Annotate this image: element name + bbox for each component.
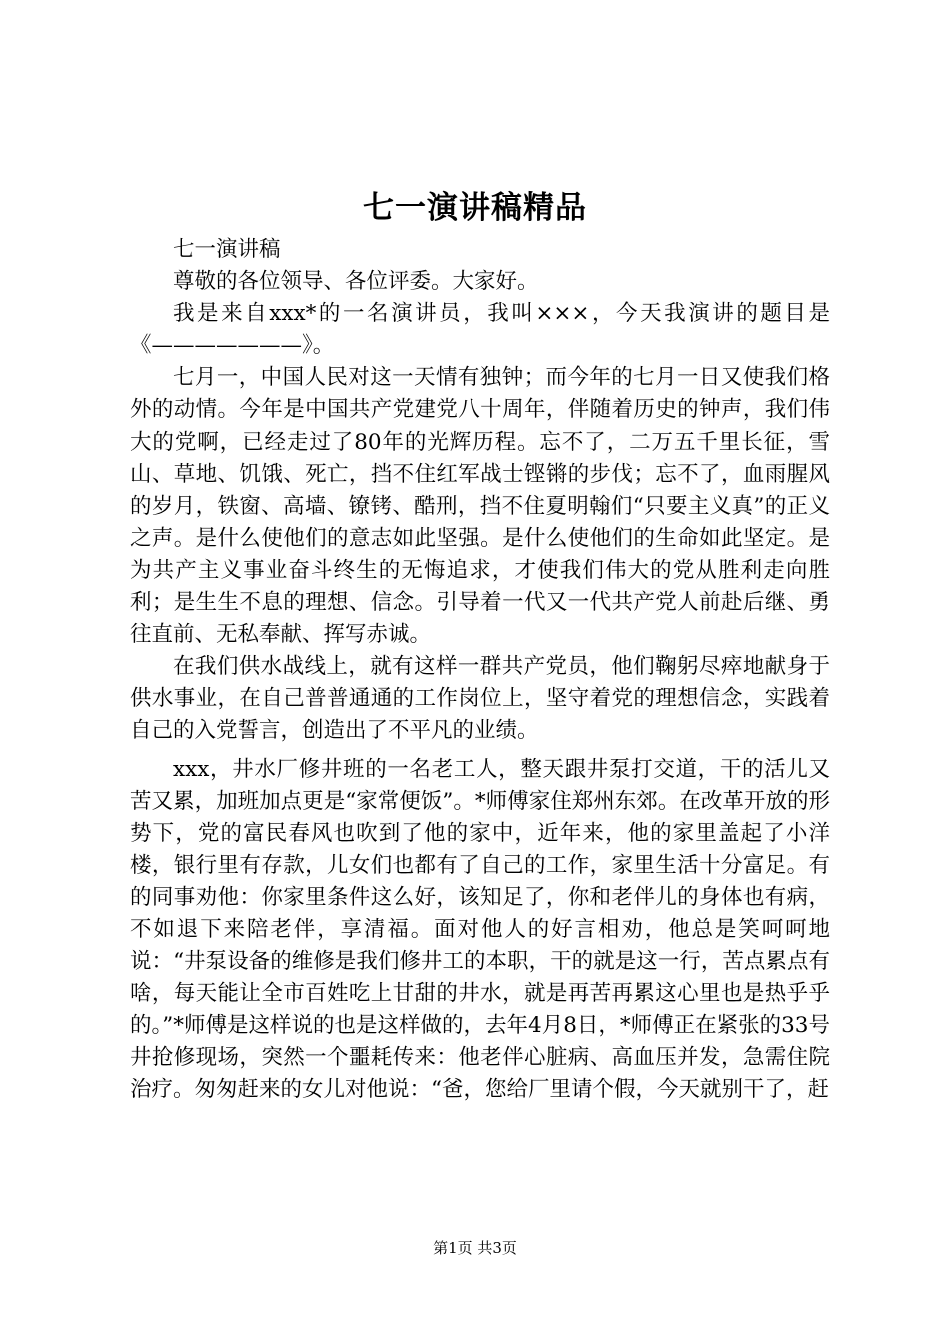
document-body bbox=[130, 234, 830, 1107]
document-title: 七一演讲稿精品 bbox=[363, 190, 587, 226]
paragraph-intro: 我是来自xxx*的一名演讲员，我叫×××，今天我演讲的题目是《———————》。 bbox=[130, 301, 830, 359]
paragraph-greeting: 尊敬的各位领导、各位评委。大家好。 bbox=[173, 269, 539, 295]
paragraph-water-supply: 在我们供水战线上，就有这样一群共产党员，他们鞠躬尽瘁地献身于供水事业，在自己普普通通的工作岗位上，坚守着党的理想信念，实践着自己的入党誓言，创造出了不平凡的业绩。 bbox=[130, 654, 830, 744]
paragraph-worker-story: xxx，井水厂修井班的一名老工人，整天跟井泵打交道，干的活儿又苦又累，加班加点更是“家常便饭”。*师傅家住郑州东郊。在改革开放的形势下，党的富民春风也吹到了他的家中，近年来，他的家里盖起了小洋楼，银行里有存款，儿女们也都有了自己的工作，家里生活十分富足。有的同事劝他：你家里条件这么好，该知足了，你和老伴儿的身体也有病，不如退下来陪老伴，享清福。面对他人的好言相劝，他总是笑呵呵地说：“井泵设备的维修是我们修井工的本职，干的就是这一行，苦点累点有啥，每天能让全市百姓吃上甘甜的井水，就是再苦再累这心里也是热乎乎的。”*师傅是这样说的也是这样做的，去年4月8日，*师傅正在紧张的33号井抢修现场，突然一个噩耗传来：他老伴心脏病、高血压并发，急需住院治疗。匆匆赶来的女儿对他说：“爸，您给厂里请个假，今天就别干了，赶 bbox=[130, 756, 830, 1103]
paragraph-heading: 七一演讲稿 bbox=[173, 237, 281, 262]
paragraph-history: 七月一，中国人民对这一天情有独钟；而今年的七月一日又使我们格外的动情。今年是中国共产党建党八十周年，伴随着历史的钟声，我们伟大的党啊，已经走过了80年的光辉历程。忘不了，二万五千里长征，雪山、草地、饥饿、死亡，挡不住红军战士铿锵的步伐；忘不了，血雨腥风的岁月，铁窗、高墙、镣铐、酷刑，挡不住夏明翰们“只要主义真”的正义之声。是什么使他们的意志如此坚强。是什么使他们的生命如此坚定。是为共产主义事业奋斗终生的无悔追求，才使我们伟大的党从胜利走向胜利；是生生不息的理想、信念。引导着一代又一代共产党人前赴后继、勇往直前、无私奉献、挥写赤诚。 bbox=[130, 365, 830, 648]
page-footer: 第1页 共3页 bbox=[433, 1239, 517, 1257]
